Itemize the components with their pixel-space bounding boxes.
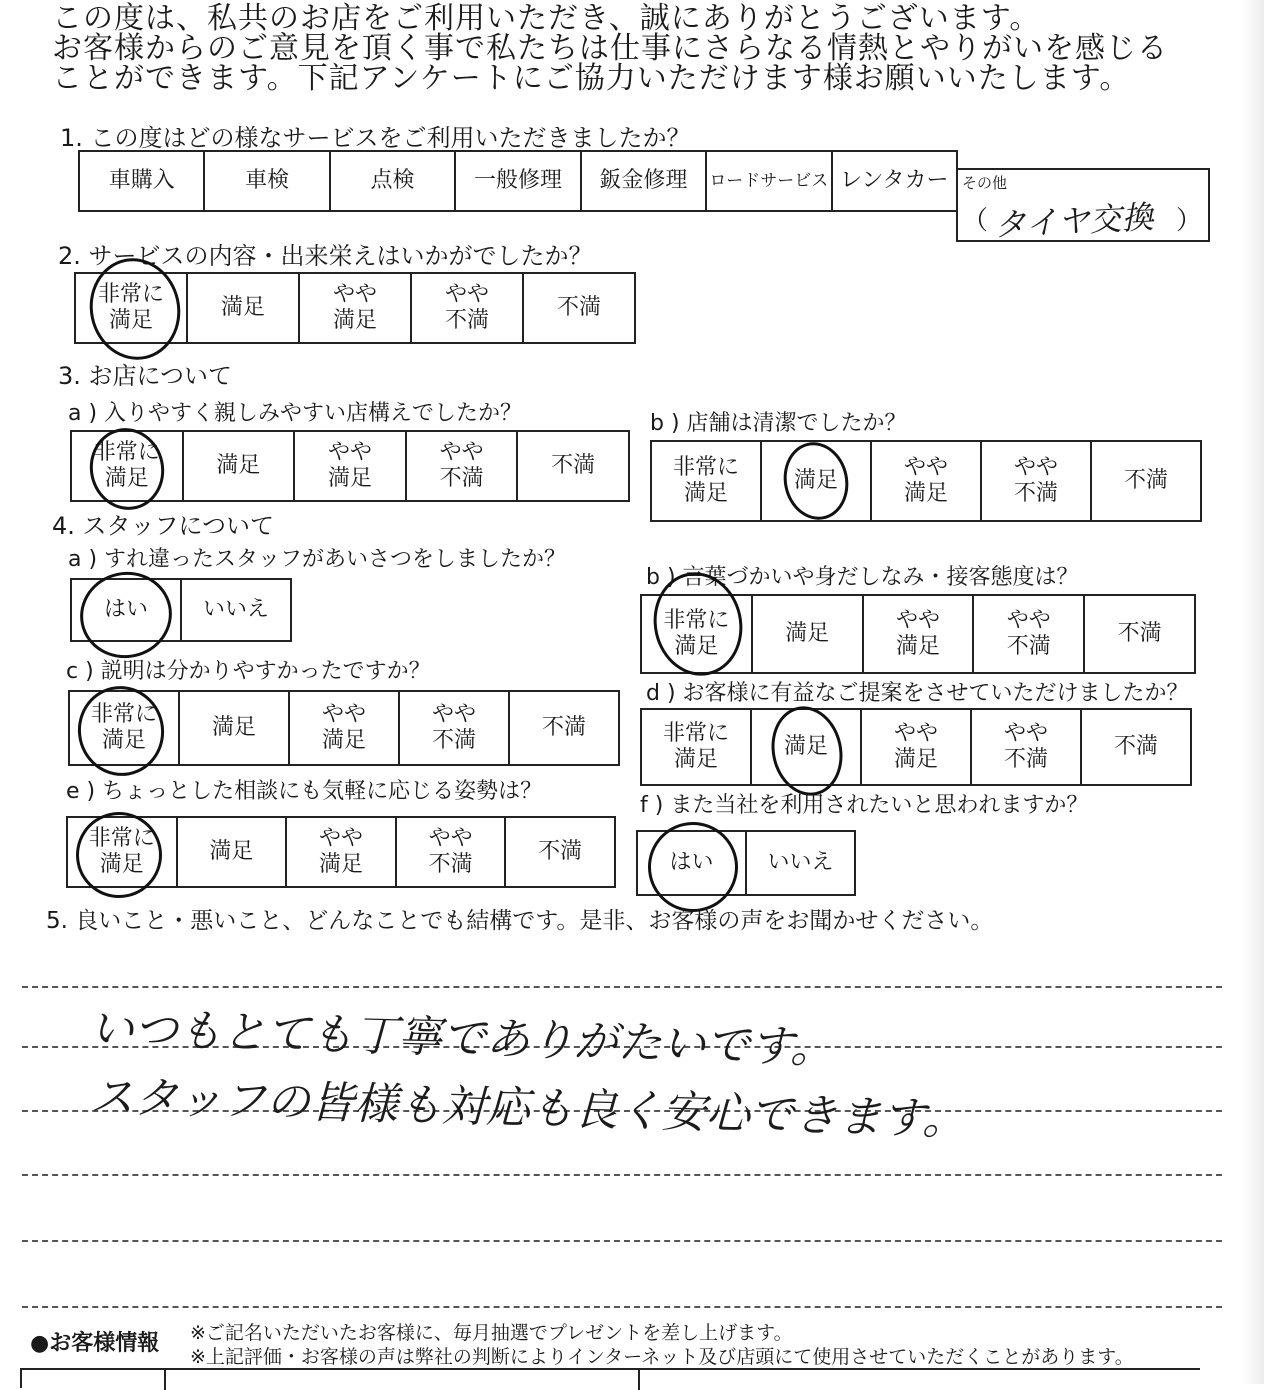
- q4f-options: [636, 830, 856, 896]
- q3b-option-satisfied[interactable]: 満足: [762, 442, 872, 520]
- q1-option-inspection[interactable]: 車検: [205, 152, 330, 210]
- table-divider: [164, 1370, 166, 1390]
- q5-answer-line-1: いつもとても丁寧でありがたいです。: [89, 1003, 835, 1074]
- q1-option-road-service[interactable]: ロードサービス: [707, 152, 832, 210]
- answer-line: [22, 986, 1222, 988]
- q4b-option-dissatisfied[interactable]: 不満: [1117, 621, 1162, 646]
- q4a-title: a ) すれ違ったスタッフがあいさつをしましたか？: [68, 547, 567, 572]
- q4e-option-very-satisfied[interactable]: 非常に満足: [68, 818, 178, 886]
- q3-title: 3. お店について: [58, 362, 233, 390]
- q4b-option-very-satisfied[interactable]: 非常に満足: [642, 596, 753, 672]
- table-divider: [638, 1370, 640, 1390]
- customer-info-table: [20, 1368, 1200, 1388]
- q4a-option-yes[interactable]: はい: [72, 580, 182, 640]
- footer-note-2: ※上記評価・お客様の声は弊社の判断によりインターネット及び店頭にて使用させていただくことがあります。: [190, 1346, 1134, 1368]
- answer-line: [22, 1174, 1222, 1176]
- intro-text: [52, 1, 1252, 96]
- q4d-option-somewhat-dissatisfied[interactable]: やや不満: [972, 710, 1082, 784]
- q2-option-somewhat-dissatisfied[interactable]: やや不満: [412, 274, 524, 342]
- q4d-options: [640, 708, 1192, 786]
- q3b-option-very-satisfied[interactable]: 非常に満足: [652, 442, 762, 520]
- q4f-title: f ) また当社を利用されたいと思われますか？: [640, 793, 1089, 818]
- q2-options: [74, 272, 636, 344]
- q3a-option-dissatisfied[interactable]: 不満: [551, 453, 596, 478]
- q4c-option-dissatisfied[interactable]: 不満: [541, 715, 586, 740]
- q2-option-very-satisfied[interactable]: 非常に満足: [76, 274, 188, 342]
- q4d-option-dissatisfied[interactable]: 不満: [1113, 734, 1158, 759]
- q1-option-rental[interactable]: レンタカー: [839, 168, 949, 193]
- q1-option-sheet-metal[interactable]: 鈑金修理: [582, 152, 707, 210]
- q1-options: [78, 150, 958, 212]
- q2-option-dissatisfied[interactable]: 不満: [556, 295, 601, 320]
- q3b-options: [650, 440, 1202, 522]
- q3a-option-very-satisfied[interactable]: 非常に満足: [72, 432, 184, 500]
- answer-line: [22, 1306, 1222, 1308]
- q1-other-paren-close: ）: [1176, 206, 1203, 236]
- q4a-options: [70, 578, 292, 642]
- q4f-option-yes[interactable]: はい: [638, 832, 747, 894]
- q1-other-paren-open: （: [962, 206, 989, 236]
- q3b-option-somewhat-dissatisfied[interactable]: やや不満: [982, 442, 1092, 520]
- q4a-option-no[interactable]: いいえ: [202, 597, 269, 622]
- q3a-option-somewhat-dissatisfied[interactable]: やや不満: [407, 432, 519, 500]
- q4b-option-satisfied[interactable]: 満足: [753, 596, 864, 672]
- customer-info-heading: ●お客様情報: [30, 1331, 160, 1356]
- q4e-option-satisfied[interactable]: 満足: [178, 818, 288, 886]
- q4d-option-very-satisfied[interactable]: 非常に満足: [642, 710, 752, 784]
- q4d-option-somewhat-satisfied[interactable]: やや満足: [862, 710, 972, 784]
- q4d-option-satisfied[interactable]: 満足: [752, 710, 862, 784]
- q3a-title: a ) 入りやすく親しみやすい店構えでしたか？: [68, 401, 523, 426]
- q1-title: 1. この度はどの様なサービスをご利用いただきましたか？: [60, 124, 691, 152]
- q3a-option-somewhat-satisfied[interactable]: やや満足: [295, 432, 407, 500]
- q4f-option-no[interactable]: いいえ: [767, 850, 834, 875]
- q3a-options: [70, 430, 630, 502]
- scan-edge: [1242, 0, 1264, 1384]
- footer-note-1: ※ご記名いただいたお客様に、毎月抽選でプレゼントを差し上げます。: [190, 1322, 793, 1344]
- q1-other-box[interactable]: [956, 168, 1210, 245]
- q3b-option-dissatisfied[interactable]: 不満: [1123, 468, 1168, 493]
- q4b-options: [640, 594, 1196, 674]
- q4b-option-somewhat-dissatisfied[interactable]: やや不満: [974, 596, 1085, 672]
- q4e-title: e ) ちょっとした相談にも気軽に応じる姿勢は？: [66, 779, 543, 804]
- q2-title: 2. サービスの内容・出来栄えはいかがでしたか？: [58, 242, 593, 270]
- q2-option-satisfied[interactable]: 満足: [188, 274, 300, 342]
- q4c-option-very-satisfied[interactable]: 非常に満足: [70, 692, 180, 764]
- q1-option-check[interactable]: 点検: [331, 152, 456, 210]
- q4e-options: [66, 816, 616, 888]
- q4e-option-somewhat-satisfied[interactable]: やや満足: [287, 818, 397, 886]
- q5-answer-line-2: スタッフの皆様も対応も良く安心できます。: [89, 1071, 967, 1146]
- q4c-options: [68, 690, 620, 766]
- q4e-option-somewhat-dissatisfied[interactable]: やや不満: [397, 818, 507, 886]
- q4d-title: d ) お客様に有益なご提案をさせていただけましたか？: [646, 681, 1189, 706]
- q5-title: 5. 良いこと・悪いこと、どんなことでも結構です。是非、お客様の声をお聞かせください。: [46, 908, 994, 934]
- q1-option-car-purchase[interactable]: 車購入: [80, 152, 205, 210]
- intro-line-2: お客様からのご意見を頂く事で私たちは仕事にさらなる情熱とやりがいを感じる: [52, 31, 1168, 66]
- q4-title: 4. スタッフについて: [52, 512, 275, 540]
- q3b-option-somewhat-satisfied[interactable]: やや満足: [872, 442, 982, 520]
- intro-line-1: この度は、私共のお店をご利用いただき、誠にありがとうございます。: [52, 1, 1041, 36]
- q4c-option-satisfied[interactable]: 満足: [180, 692, 290, 764]
- q2-option-somewhat-satisfied[interactable]: やや満足: [300, 274, 412, 342]
- q1-other-label: その他: [962, 174, 1008, 192]
- q4b-title: b ) 言葉づかいや身だしなみ・接客態度は？: [646, 565, 1079, 590]
- q4c-option-somewhat-dissatisfied[interactable]: やや不満: [400, 692, 510, 764]
- q1-other-handwritten: タイヤ交換: [993, 197, 1155, 245]
- q4c-option-somewhat-satisfied[interactable]: やや満足: [290, 692, 400, 764]
- answer-line: [22, 1240, 1222, 1242]
- q4c-title: c ) 説明は分かりやすかったですか？: [66, 659, 431, 684]
- intro-line-3: ことができます。下記アンケートにご協力いただけます様お願いいたします。: [52, 61, 1131, 96]
- q4e-option-dissatisfied[interactable]: 不満: [538, 839, 583, 864]
- q3b-title: b ) 店舗は清潔でしたか？: [650, 411, 907, 436]
- q3a-option-satisfied[interactable]: 満足: [184, 432, 296, 500]
- q1-option-general-repair[interactable]: 一般修理: [456, 152, 581, 210]
- q4b-option-somewhat-satisfied[interactable]: やや満足: [864, 596, 975, 672]
